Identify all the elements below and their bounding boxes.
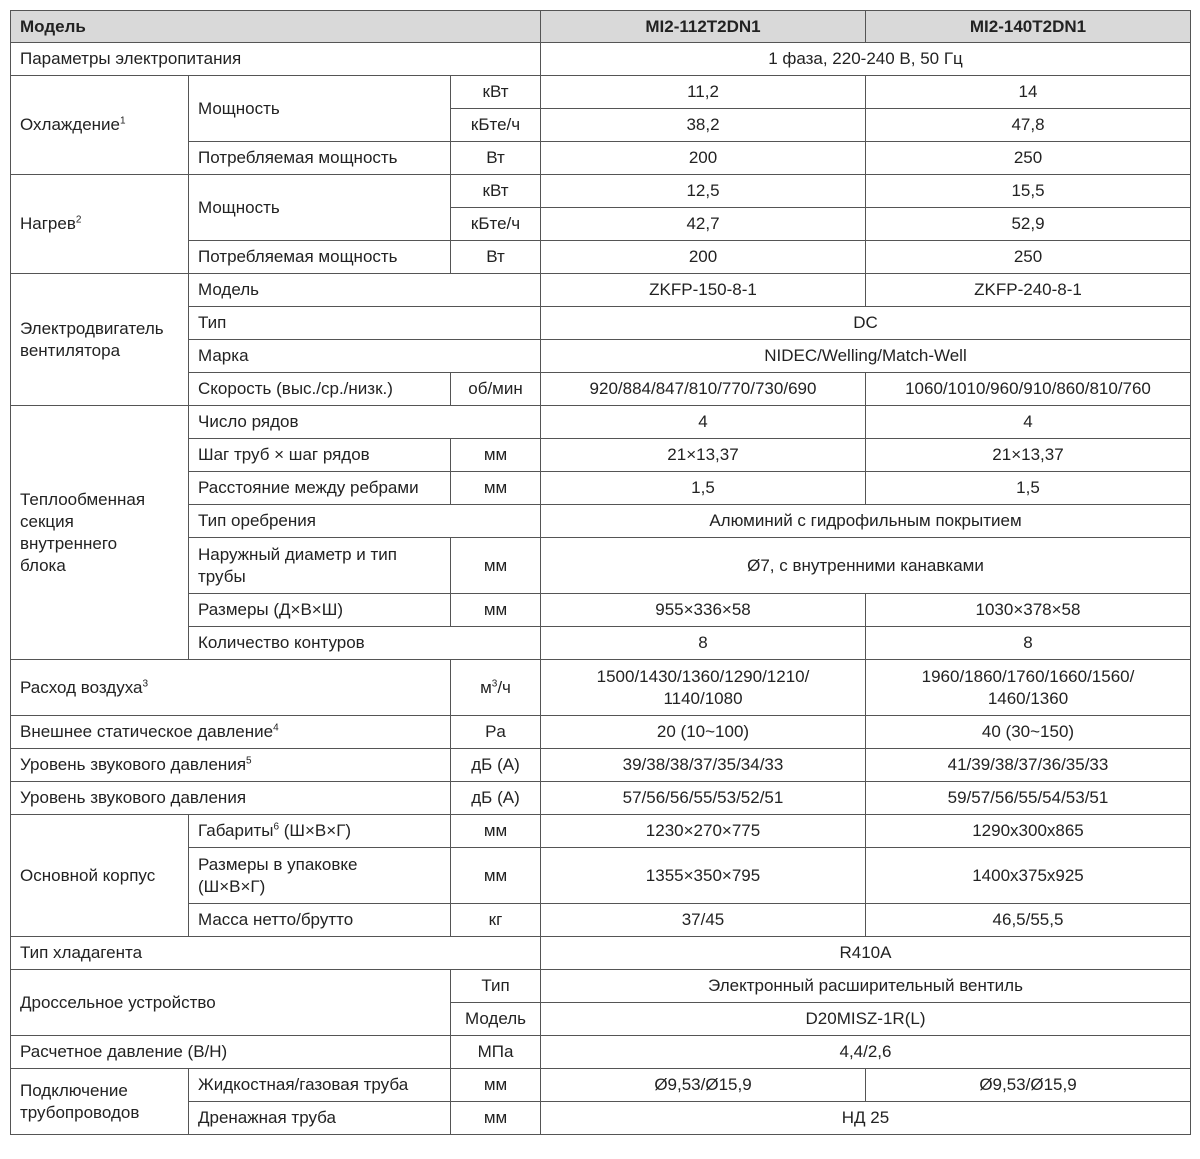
table-row [11,716,1191,749]
spec-table-wrapper [10,10,1191,1135]
throttle-model-label: Модель [451,1003,541,1036]
fan-motor-label-line1: Электродвигатель [20,318,164,338]
coil-fin-type-label: Тип оребрения [189,505,541,538]
table-row [11,749,1191,782]
coil-rows-label: Число рядов [189,406,541,439]
table-row [11,660,1191,716]
value-cell [541,660,866,716]
coil-label-line3: внутреннего [20,533,118,553]
value-cell: ZKFP-150-8-1 [541,274,866,307]
spec-table [10,10,1191,1135]
value-cell: 1,5 [866,472,1191,505]
table-row [11,815,1191,848]
value-cell: DC [541,307,1191,340]
value-cell: Ø9,53/Ø15,9 [541,1069,866,1102]
unit-cell: мм [451,1069,541,1102]
body-pack-label [189,848,451,904]
footnote-marker: 4 [273,722,279,734]
value-cell: 4,4/2,6 [541,1036,1191,1069]
power-supply-label: Параметры электропитания [11,43,541,76]
unit-cell: мм [451,439,541,472]
body-label: Основной корпус [11,815,189,937]
footnote-marker: 2 [75,214,82,226]
unit-cell: кБте/ч [451,109,541,142]
coil-tube-label [189,538,451,594]
table-row [11,1069,1191,1102]
heating-label [11,175,189,274]
value-cell: 57/56/56/55/53/52/51 [541,782,866,815]
fan-brand-label: Марка [189,340,541,373]
table-row [11,406,1191,439]
airflow-value-1-line1: 1500/1430/1360/1290/1210/ [596,666,810,686]
header-model-label: Модель [11,11,541,43]
unit-cell: мм [451,1102,541,1135]
value-cell: 1030×378×58 [866,594,1191,627]
body-pack-label-line2: (Ш×В×Г) [198,876,266,896]
value-cell: NIDEC/Welling/Match-Well [541,340,1191,373]
unit-cell: мм [451,815,541,848]
cooling-capacity-label: Мощность [189,76,451,142]
value-cell: 39/38/38/37/35/34/33 [541,749,866,782]
value-cell: D20MISZ-1R(L) [541,1003,1191,1036]
design-pressure-label: Расчетное давление (В/Н) [11,1036,451,1069]
table-row [11,43,1191,76]
airflow-value-1-line2: 1140/1080 [663,688,743,708]
unit-cell: Вт [451,142,541,175]
throttle-label: Дроссельное устройство [11,970,451,1036]
sound-pressure-label [11,749,451,782]
unit-superscript: 3 [491,677,498,689]
airflow-value-2-line1: 1960/1860/1760/1660/1560/ [921,666,1135,686]
value-cell: 200 [541,241,866,274]
airflow-unit [451,660,541,716]
value-cell: 21×13,37 [866,439,1191,472]
piping-label-line2: трубопроводов [20,1102,140,1122]
fan-motor-label [11,274,189,406]
heating-label-text: Нагрев [20,214,76,233]
coil-tube-label-line2: трубы [198,566,246,586]
unit-cell: мм [451,472,541,505]
value-cell: 11,2 [541,76,866,109]
body-weight-label: Масса нетто/брутто [189,904,451,937]
piping-liquid-label: Жидкостная/газовая труба [189,1069,451,1102]
value-cell: 250 [866,142,1191,175]
value-cell: 20 (10~100) [541,716,866,749]
piping-label-line1: Подключение [20,1080,128,1100]
value-cell: 40 (30~150) [866,716,1191,749]
value-cell: ZKFP-240-8-1 [866,274,1191,307]
cooling-label [11,76,189,175]
value-cell: 42,7 [541,208,866,241]
header-model-1: MI2-112T2DN1 [541,11,866,43]
unit-cell: кг [451,904,541,937]
unit-cell: МПа [451,1036,541,1069]
value-cell: 12,5 [541,175,866,208]
coil-label-line4: блока [20,555,66,575]
coil-pitch-label: Шаг труб × шаг рядов [189,439,451,472]
table-row [11,937,1191,970]
coil-label [11,406,189,660]
esp-label [11,716,451,749]
value-cell: 47,8 [866,109,1191,142]
value-cell: 59/57/56/55/54/53/51 [866,782,1191,815]
body-dim-label [189,815,451,848]
table-row [11,782,1191,815]
value-cell: 46,5/55,5 [866,904,1191,937]
body-dim-label-pre: Габариты [198,821,274,840]
fan-speed-label: Скорость (выс./ср./низк.) [189,373,451,406]
footnote-marker: 3 [142,677,149,689]
value-cell: R410A [541,937,1191,970]
unit-base: м [480,677,492,697]
header-model-2: MI2-140T2DN1 [866,11,1191,43]
heating-capacity-label: Мощность [189,175,451,241]
unit-cell: об/мин [451,373,541,406]
airflow-label-text: Расход воздуха [20,677,143,697]
unit-cell: Pa [451,716,541,749]
cooling-input-label: Потребляемая мощность [189,142,451,175]
value-cell: 41/39/38/37/36/35/33 [866,749,1191,782]
value-cell [866,660,1191,716]
footnote-marker: 6 [273,821,280,833]
heating-input-label: Потребляемая мощность [189,241,451,274]
value-cell: Электронный расширительный вентиль [541,970,1191,1003]
value-cell: 8 [541,627,866,660]
value-cell: 4 [866,406,1191,439]
piping-drain-label: Дренажная труба [189,1102,451,1135]
value-cell: 1400x375x925 [866,848,1191,904]
value-cell: 955×336×58 [541,594,866,627]
coil-label-line1: Теплообменная [20,489,146,509]
table-row [11,76,1191,109]
sound-label-text: Уровень звукового давления [20,755,247,774]
value-cell: 14 [866,76,1191,109]
body-pack-label-line1: Размеры в упаковке [198,854,358,874]
value-cell: НД 25 [541,1102,1191,1135]
value-cell: 200 [541,142,866,175]
unit-cell: кБте/ч [451,208,541,241]
coil-fin-space-label: Расстояние между ребрами [189,472,451,505]
table-row [11,175,1191,208]
unit-cell: Вт [451,241,541,274]
fan-motor-label-line2: вентилятора [20,340,121,360]
value-cell: 21×13,37 [541,439,866,472]
footnote-marker: 1 [120,115,126,127]
value-cell: 920/884/847/810/770/730/690 [541,373,866,406]
table-row [11,1036,1191,1069]
unit-cell: кВт [451,76,541,109]
coil-dim-label: Размеры (Д×В×Ш) [189,594,451,627]
airflow-value-2-line2: 1460/1360 [987,688,1069,708]
value-cell: 1,5 [541,472,866,505]
value-cell: 1290x300x865 [866,815,1191,848]
value-cell: 8 [866,627,1191,660]
esp-label-text: Внешнее статическое давление [20,722,274,741]
coil-tube-label-line1: Наружный диаметр и тип [198,544,398,564]
value-cell: 1355×350×795 [541,848,866,904]
cooling-label-text: Охлаждение [20,115,120,134]
header-row [11,11,1191,43]
fan-type-label: Тип [189,307,541,340]
fan-model-label: Модель [189,274,541,307]
value-cell: Алюминий с гидрофильным покрытием [541,505,1191,538]
coil-circuits-label: Количество контуров [189,627,541,660]
value-cell: Ø7, с внутренними канавками [541,538,1191,594]
value-cell: 52,9 [866,208,1191,241]
unit-cell: мм [451,538,541,594]
table-row [11,970,1191,1003]
piping-label [11,1069,189,1135]
unit-cell: дБ (А) [451,782,541,815]
unit-cell: мм [451,594,541,627]
value-cell: 38,2 [541,109,866,142]
footnote-marker: 5 [246,755,252,767]
unit-cell: кВт [451,175,541,208]
value-cell: 37/45 [541,904,866,937]
sound-pressure-label-2: Уровень звукового давления [11,782,451,815]
body-dim-label-post: (Ш×В×Г) [279,821,352,840]
power-supply-value: 1 фаза, 220-240 В, 50 Гц [541,43,1191,76]
value-cell: 250 [866,241,1191,274]
throttle-type-label: Тип [451,970,541,1003]
table-row [11,274,1191,307]
value-cell: 1230×270×775 [541,815,866,848]
unit-cell: дБ (А) [451,749,541,782]
coil-label-line2: секция [20,511,74,531]
refrigerant-label: Тип хладагента [11,937,541,970]
unit-tail: /ч [497,677,511,697]
airflow-label [11,660,451,716]
unit-cell: мм [451,848,541,904]
value-cell: 1060/1010/960/910/860/810/760 [866,373,1191,406]
value-cell: 4 [541,406,866,439]
value-cell: Ø9,53/Ø15,9 [866,1069,1191,1102]
value-cell: 15,5 [866,175,1191,208]
